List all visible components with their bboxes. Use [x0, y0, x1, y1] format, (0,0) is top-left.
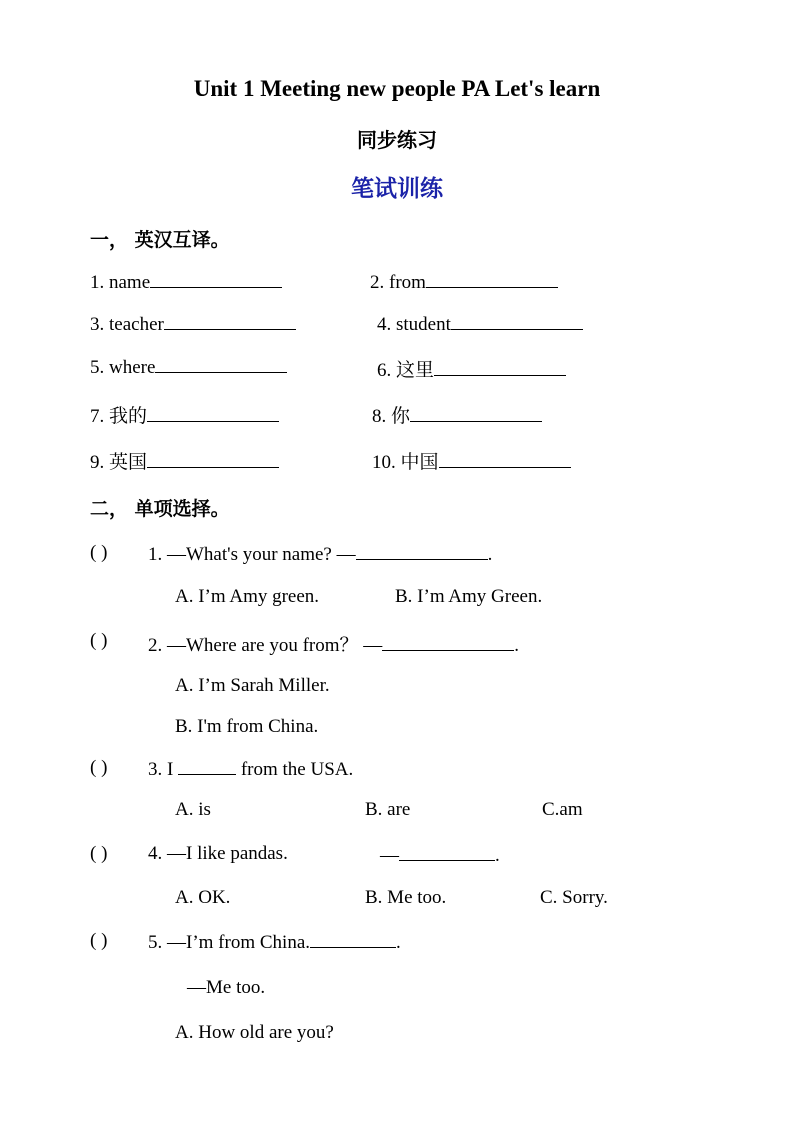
option-a: A. is: [175, 799, 211, 820]
translation-item: [377, 312, 583, 336]
answer-blank[interactable]: [150, 270, 282, 288]
item-label: 7. 我的: [90, 406, 148, 427]
translation-item: [370, 270, 558, 294]
answer-blank[interactable]: [178, 757, 236, 775]
question-stem: 3. I from the USA.: [148, 759, 354, 780]
answer-blank[interactable]: [382, 633, 514, 651]
translation-item: [372, 401, 542, 428]
option-c: C. Sorry.: [540, 887, 608, 908]
answer-blank[interactable]: [426, 270, 558, 288]
answer-paren[interactable]: ( ): [90, 930, 108, 951]
answer-blank[interactable]: [399, 843, 495, 861]
answer-paren[interactable]: ( ): [90, 542, 108, 563]
answer-blank[interactable]: [451, 312, 583, 330]
page-subtitle: 同步练习: [357, 128, 437, 152]
translation-item: [90, 270, 282, 294]
option-c: C.am: [542, 799, 583, 820]
item-label: 5. where: [90, 357, 156, 378]
reply-line: —Me too.: [187, 977, 266, 998]
answer-blank[interactable]: [410, 404, 542, 422]
option-b: B. Me too.: [365, 887, 447, 908]
answer-paren[interactable]: ( ): [90, 757, 108, 778]
answer-blank[interactable]: [439, 450, 571, 468]
item-label: 4. student: [377, 314, 451, 335]
option-b: B. I'm from China.: [175, 716, 319, 737]
page-title: Unit 1 Meeting new people PA Let's learn: [193, 76, 601, 101]
option-a: A. I’m Sarah Miller.: [175, 675, 330, 696]
item-label: 6. 这里: [377, 360, 435, 381]
option-b: B. are: [365, 799, 411, 820]
answer-blank[interactable]: [155, 355, 287, 373]
answer-blank[interactable]: [434, 358, 566, 376]
option-a: A. How old are you?: [175, 1022, 334, 1043]
answer-blank[interactable]: [164, 312, 296, 330]
part2-heading: 二， 单项选择。: [90, 498, 230, 520]
answer-blank[interactable]: [147, 450, 279, 468]
question-stem: 1. —What's your name? — .: [148, 544, 493, 565]
translation-item: [377, 355, 566, 382]
option-b: B. I’m Amy Green.: [395, 586, 543, 607]
item-label: 8. 你: [372, 406, 411, 427]
item-label: 10. 中国: [372, 452, 439, 473]
answer-blank[interactable]: [147, 404, 279, 422]
translation-item: [90, 312, 296, 336]
section-title: 笔试训练: [351, 176, 443, 202]
item-label: 1. name: [90, 272, 151, 293]
option-a: A. I’m Amy green.: [175, 586, 320, 607]
item-label: 2. from: [370, 272, 426, 293]
translation-item: [90, 447, 279, 474]
question-stem: 4. —I like pandas.: [148, 843, 288, 864]
question-stem: 5. —I’m from China. .: [148, 932, 401, 953]
answer-blank[interactable]: [356, 542, 488, 560]
item-label: 9. 英国: [90, 452, 148, 473]
translation-item: [90, 355, 287, 379]
option-a: A. OK.: [175, 887, 231, 908]
answer-paren[interactable]: ( ): [90, 843, 108, 864]
question-stem: 2. —Where are you from？ — .: [148, 635, 520, 656]
answer-paren[interactable]: ( ): [90, 630, 108, 651]
translation-item: [372, 447, 571, 474]
part1-heading: 一， 英汉互译。: [90, 229, 230, 251]
translation-item: [90, 401, 279, 428]
item-label: 3. teacher: [90, 314, 164, 335]
answer-blank[interactable]: [310, 930, 396, 948]
question-answer: — .: [380, 845, 500, 866]
